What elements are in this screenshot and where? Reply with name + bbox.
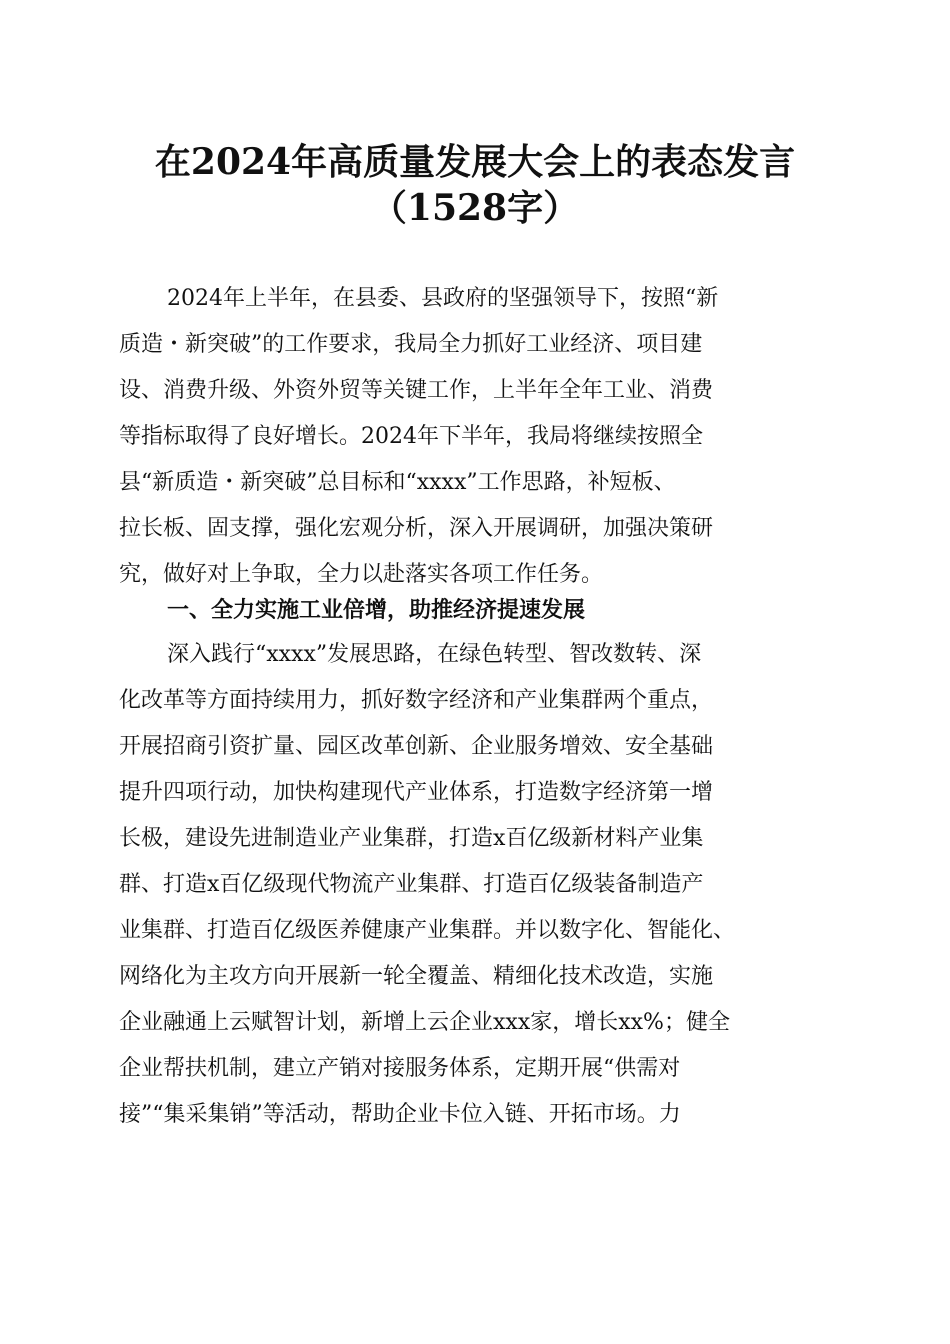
paragraph-line: 企业帮扶机制，建立产销对接服务体系，定期开展“供需对	[119, 1056, 681, 1081]
paragraph-line: 质造・新突破”的工作要求，我局全力抓好工业经济、项目建	[119, 332, 703, 357]
section-heading: 一、全力实施工业倍增，助推经济提速发展	[167, 598, 586, 623]
paragraph-line: 2024年上半年，在县委、县政府的坚强领导下，按照“新	[167, 286, 719, 311]
paragraph-line: 开展招商引资扩量、园区改革创新、企业服务增效、安全基础	[119, 734, 714, 759]
paragraph-line: 化改革等方面持续用力，抓好数字经济和产业集群两个重点，	[119, 688, 714, 713]
document-word-count: （1528字）	[370, 187, 580, 229]
paragraph-line: 设、消费升级、外资外贸等关键工作，上半年全年工业、消费	[119, 378, 714, 403]
document-title: 在2024年高质量发展大会上的表态发言	[154, 141, 796, 183]
paragraph-line: 县“新质造・新突破”总目标和“xxxx”工作思路，补短板、	[119, 470, 676, 495]
paragraph-line: 深入践行“xxxx”发展思路，在绿色转型、智改数转、深	[167, 642, 702, 667]
paragraph-line: 等指标取得了良好增长。2024年下半年，我局将继续按照全	[119, 424, 703, 449]
paragraph-line: 长极，建设先进制造业产业集群，打造x百亿级新材料产业集	[119, 826, 704, 851]
paragraph-line: 接”“集采集销”等活动，帮助企业卡位入链、开拓市场。力	[119, 1102, 681, 1127]
section-1-paragraph	[119, 632, 829, 1138]
paragraph-line: 业集群、打造百亿级医养健康产业集群。并以数字化、智能化、	[119, 918, 736, 943]
paragraph-line: 网络化为主攻方向开展新一轮全覆盖、精细化技术改造，实施	[119, 964, 714, 989]
paragraph-line: 群、打造x百亿级现代物流产业集群、打造百亿级装备制造产	[119, 872, 704, 897]
intro-paragraph	[119, 276, 829, 598]
paragraph-line: 拉长板、固支撑，强化宏观分析，深入开展调研，加强决策研	[119, 516, 714, 541]
paragraph-line: 企业融通上云赋智计划，新增上云企业xxx家，增长xx%；健全	[119, 1010, 730, 1035]
paragraph-line: 究，做好对上争取，全力以赴落实各项工作任务。	[119, 562, 604, 587]
paragraph-line: 提升四项行动，加快构建现代产业体系，打造数字经济第一增	[119, 780, 714, 805]
